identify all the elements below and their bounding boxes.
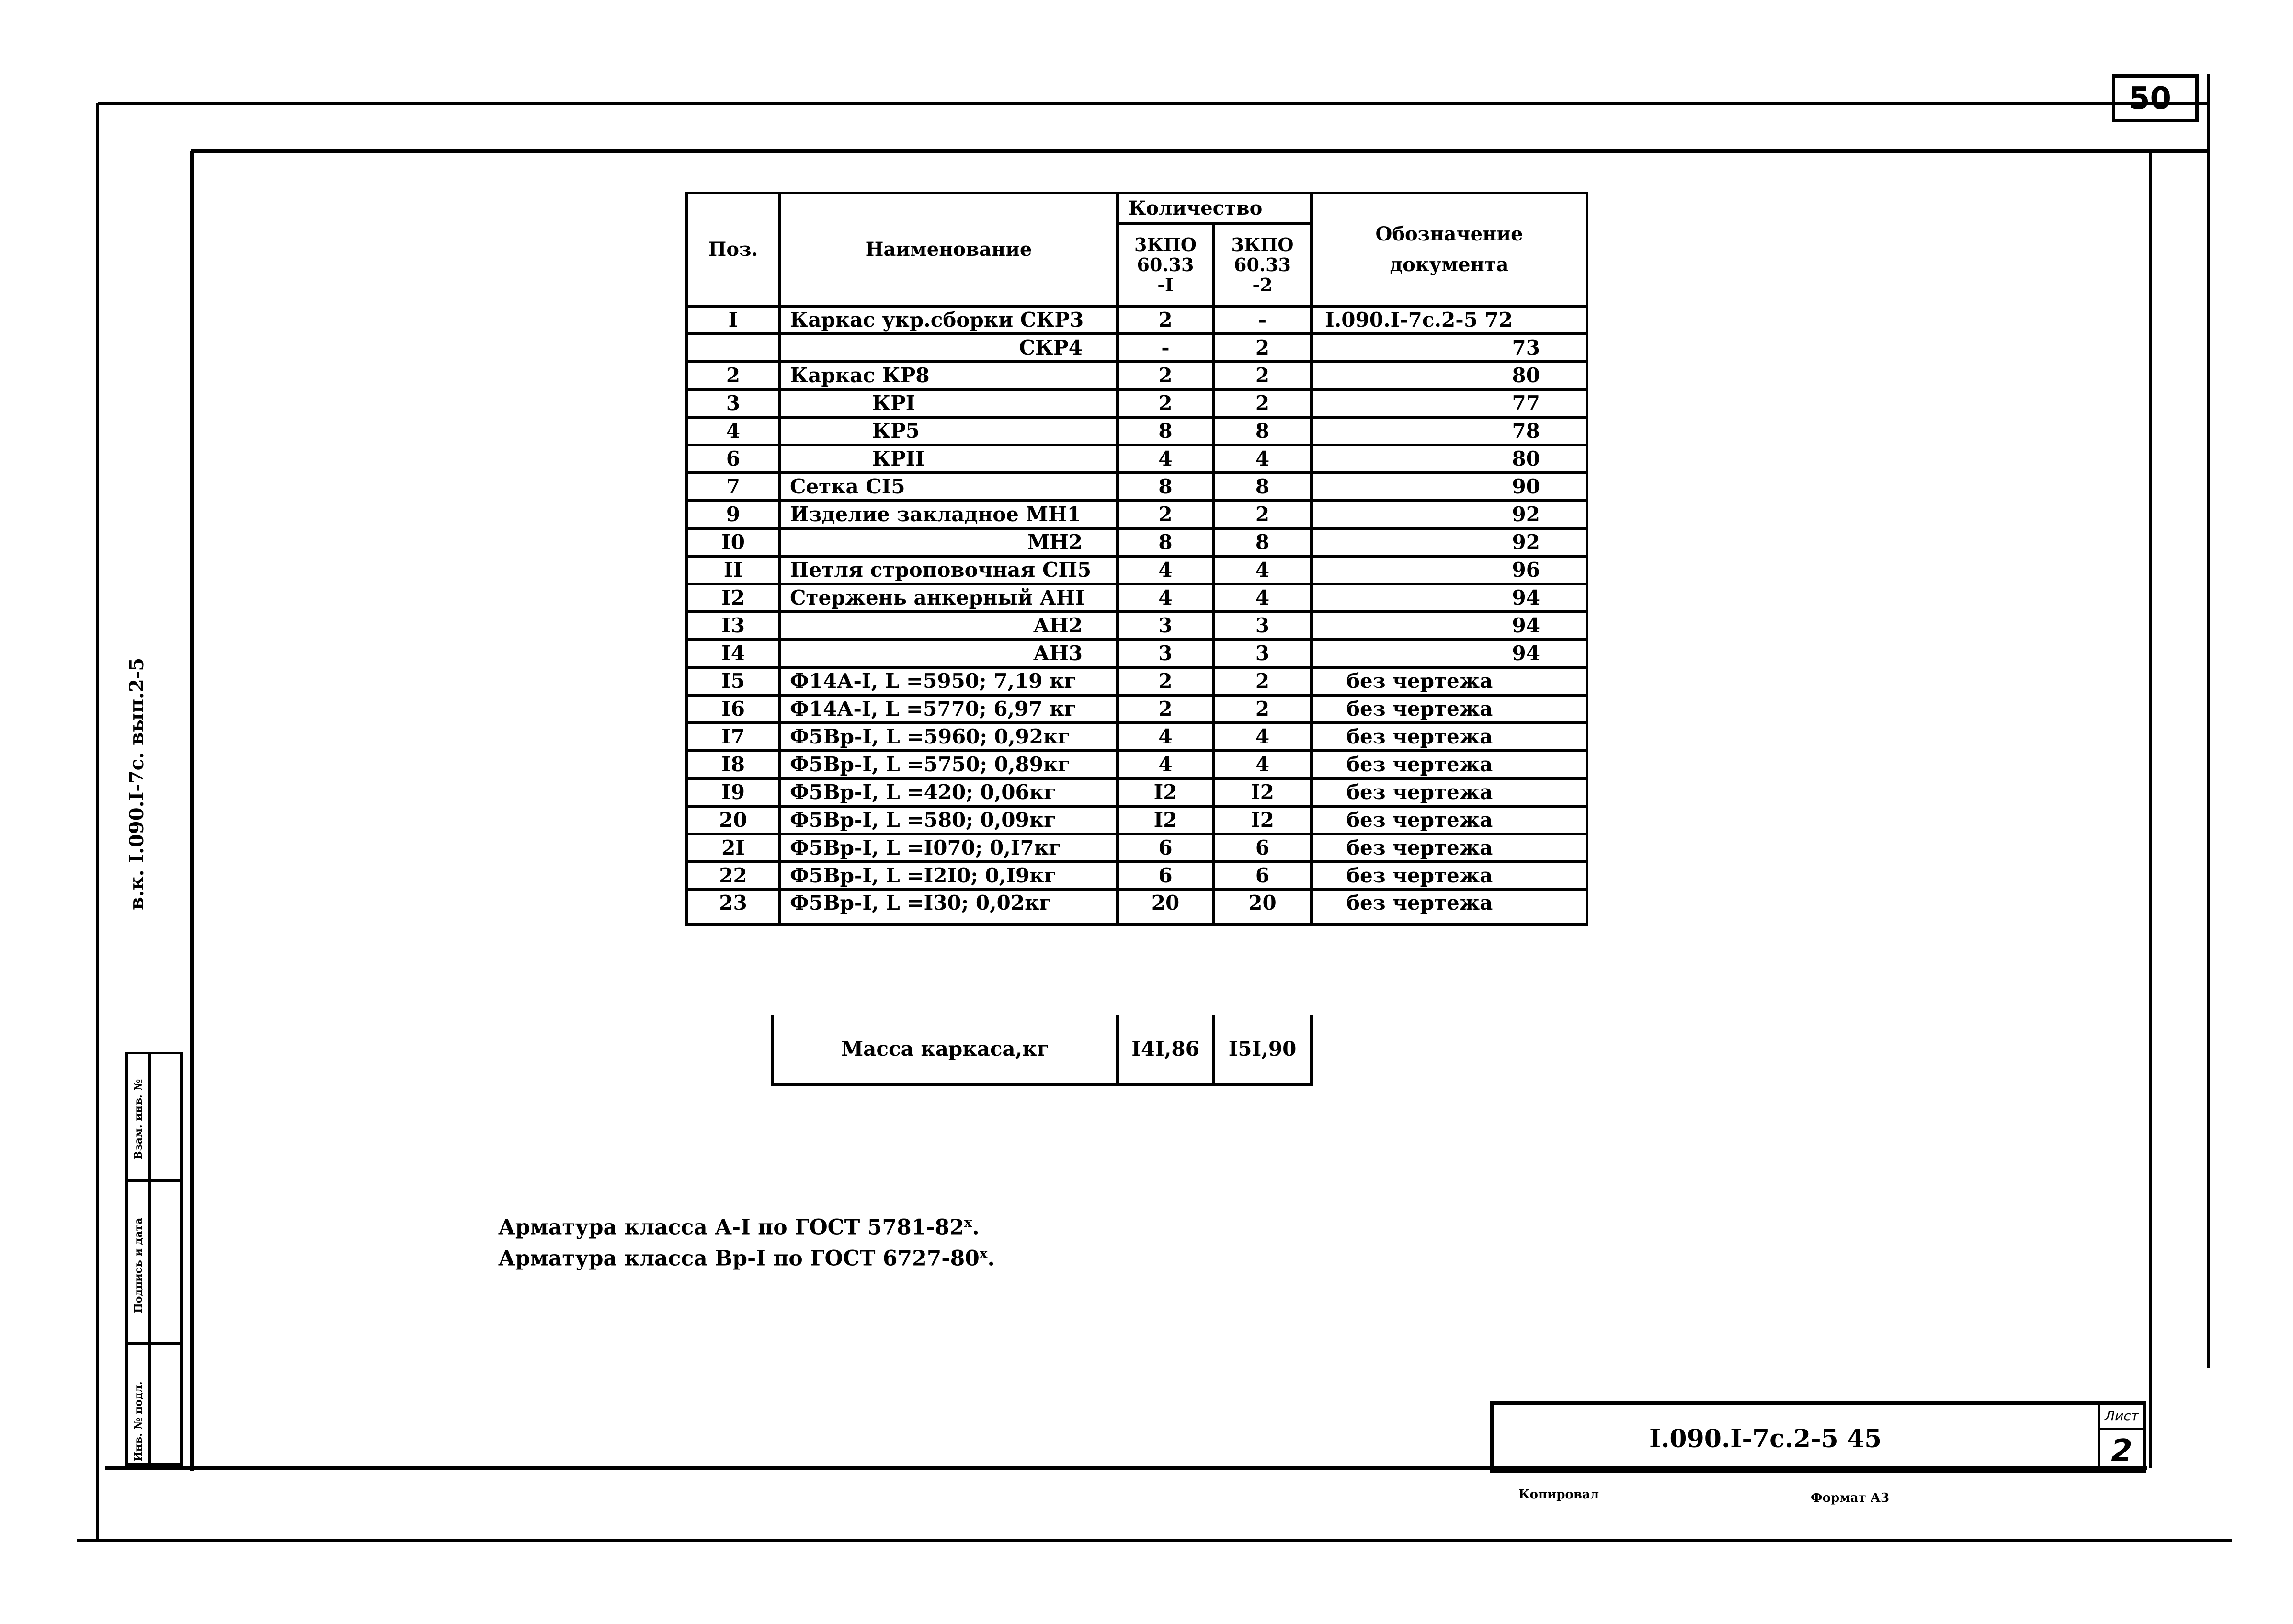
table-row (686, 445, 1587, 473)
cell-q2: 4 (1213, 445, 1312, 473)
table-row (686, 667, 1587, 695)
cell-name: Ф5Вр-I, L =I30; 0,02кг (780, 890, 1118, 924)
table-row (686, 695, 1587, 723)
cell-doc: 73 (1312, 334, 1587, 362)
cell-doc: 90 (1312, 473, 1587, 501)
page-number: 50 (2112, 74, 2199, 122)
cell-name: КР5 (780, 417, 1118, 445)
note-rebar-a1 (498, 1214, 980, 1240)
table-row (686, 751, 1587, 778)
cell-pos: I7 (686, 723, 780, 751)
cell-name: Ф5Вр-I, L =580; 0,09кг (780, 806, 1118, 834)
cell-q2: 8 (1213, 473, 1312, 501)
cell-q1: 4 (1118, 751, 1213, 778)
binding-cell-divider (128, 1179, 180, 1182)
cell-name: Петля строповочная СП5 (780, 556, 1118, 584)
cell-pos: I (686, 306, 780, 334)
cell-q1: I2 (1118, 778, 1213, 806)
cell-pos: 2 (686, 362, 780, 389)
cell-q2: 20 (1213, 890, 1312, 924)
cell-q1: 2 (1118, 389, 1213, 417)
cell-pos: 6 (686, 445, 780, 473)
cell-name: КРI (780, 389, 1118, 417)
note-text: Арматура класса А-I по ГОСТ 5781-82 (498, 1215, 964, 1240)
cell-doc: 92 (1312, 501, 1587, 528)
cell-name: Сетка СI5 (780, 473, 1118, 501)
cell-doc: без чертежа (1312, 862, 1587, 890)
cell-q1: 6 (1118, 862, 1213, 890)
mass-total-row (773, 1015, 1312, 1084)
cell-q1: 2 (1118, 306, 1213, 334)
note-superscript: х (964, 1214, 972, 1230)
q2-line2: 60.33 (1234, 254, 1291, 275)
cell-pos: 20 (686, 806, 780, 834)
cell-name: Ф14А-I, L =5950; 7,19 кг (780, 667, 1118, 695)
cell-pos: I5 (686, 667, 780, 695)
binding-label-orig-inv: Инв. № подл. (132, 1381, 145, 1462)
cell-q2: 4 (1213, 584, 1312, 612)
header-document-line2: документа (1390, 253, 1509, 276)
cell-q1: 8 (1118, 528, 1213, 556)
q2-line3: -2 (1252, 274, 1273, 296)
cell-doc: 94 (1312, 640, 1587, 667)
cell-name: Стержень анкерный АНI (780, 584, 1118, 612)
table-row (686, 473, 1587, 501)
cell-pos: I4 (686, 640, 780, 667)
cell-name: КРII (780, 445, 1118, 473)
q2-line1: 3КПО (1231, 234, 1294, 255)
cell-name: МН2 (780, 528, 1118, 556)
cell-q2: 6 (1213, 862, 1312, 890)
mass-label: Масса каркаса,кг (773, 1015, 1118, 1084)
cell-doc: 92 (1312, 528, 1587, 556)
cell-pos: I6 (686, 695, 780, 723)
title-block (1490, 1401, 2146, 1473)
cell-q1: 8 (1118, 417, 1213, 445)
cell-doc: 77 (1312, 389, 1587, 417)
cell-pos: I3 (686, 612, 780, 640)
cell-name: Ф14А-I, L =5770; 6,97 кг (780, 695, 1118, 723)
cell-q2: 2 (1213, 362, 1312, 389)
cell-doc: 96 (1312, 556, 1587, 584)
cell-doc: 80 (1312, 362, 1587, 389)
specification-table (685, 192, 1588, 926)
cell-q2: 4 (1213, 556, 1312, 584)
cell-q2: 2 (1213, 389, 1312, 417)
cell-q1: 4 (1118, 556, 1213, 584)
cell-q2: I2 (1213, 806, 1312, 834)
outer-frame-bottom (77, 1539, 2232, 1542)
cell-name: Изделие закладное МН1 (780, 501, 1118, 528)
table-row (686, 306, 1587, 334)
cell-q1: 2 (1118, 362, 1213, 389)
table-row (686, 612, 1587, 640)
table-row (686, 723, 1587, 751)
header-quantity: Количество (1118, 193, 1312, 224)
cell-q2: 2 (1213, 501, 1312, 528)
cell-pos: 4 (686, 417, 780, 445)
table-row (686, 806, 1587, 834)
inner-frame-right (2149, 151, 2152, 1468)
note-end: . (987, 1246, 995, 1271)
cell-doc: без чертежа (1312, 723, 1587, 751)
outer-frame-right (2207, 74, 2210, 1368)
outer-frame-left (96, 103, 99, 1540)
cell-q2: 6 (1213, 834, 1312, 862)
cell-q1: 3 (1118, 612, 1213, 640)
cell-name: Ф5Вр-I, L =420; 0,06кг (780, 778, 1118, 806)
table-row (686, 501, 1587, 528)
note-superscript: х (979, 1246, 988, 1261)
cell-name: СКР4 (780, 334, 1118, 362)
footer-format: Формат А3 (1811, 1491, 1890, 1505)
table-row (686, 584, 1587, 612)
cell-doc: без чертежа (1312, 806, 1587, 834)
cell-name: Каркас КР8 (780, 362, 1118, 389)
cell-pos: 2I (686, 834, 780, 862)
q1-line1: 3КПО (1134, 234, 1197, 255)
cell-q1: 4 (1118, 723, 1213, 751)
cell-q2: 8 (1213, 417, 1312, 445)
cell-q1: 20 (1118, 890, 1213, 924)
table-row (686, 556, 1587, 584)
sheet-number: 2 (2111, 1433, 2133, 1469)
mass-q1: I4I,86 (1118, 1015, 1213, 1084)
cell-q1: 2 (1118, 695, 1213, 723)
cell-name: Ф5Вр-I, L =5750; 0,89кг (780, 751, 1118, 778)
mass-total-table (771, 1015, 1313, 1086)
header-document-line1: Обозначение (1375, 223, 1523, 245)
cell-name: АН2 (780, 612, 1118, 640)
cell-doc: без чертежа (1312, 834, 1587, 862)
table-row (686, 890, 1587, 924)
cell-doc: 94 (1312, 612, 1587, 640)
q1-line2: 60.33 (1137, 254, 1194, 275)
cell-q2: 2 (1213, 667, 1312, 695)
table-row (686, 778, 1587, 806)
cell-q1: 4 (1118, 445, 1213, 473)
cell-name: Каркас укр.сборки СКР3 (780, 306, 1118, 334)
cell-q2: 8 (1213, 528, 1312, 556)
outer-frame-top (98, 102, 2208, 105)
sheet-cell (2098, 1405, 2146, 1469)
cell-q2: 3 (1213, 612, 1312, 640)
inner-frame-top (191, 149, 2208, 153)
table-row (686, 334, 1587, 362)
cell-doc: без чертежа (1312, 667, 1587, 695)
table-row (686, 834, 1587, 862)
cell-doc: без чертежа (1312, 778, 1587, 806)
cell-pos: I2 (686, 584, 780, 612)
cell-q2: - (1213, 306, 1312, 334)
cell-name: Ф5Вр-I, L =5960; 0,92кг (780, 723, 1118, 751)
cell-q2: I2 (1213, 778, 1312, 806)
cell-q2: 2 (1213, 334, 1312, 362)
note-text: Арматура класса Вр-I по ГОСТ 6727-80 (498, 1246, 980, 1271)
table-row (686, 862, 1587, 890)
cell-pos: I0 (686, 528, 780, 556)
note-end: . (972, 1215, 980, 1240)
cell-q1: 6 (1118, 834, 1213, 862)
binding-cell-divider (128, 1342, 180, 1345)
table-row (686, 640, 1587, 667)
cell-doc: без чертежа (1312, 751, 1587, 778)
cell-q2: 4 (1213, 751, 1312, 778)
header-pos: Поз. (686, 193, 780, 306)
cell-pos: 23 (686, 890, 780, 924)
side-document-code: в.к. I.090.I-7с. вып.2-5 (125, 657, 148, 910)
cell-q2: 4 (1213, 723, 1312, 751)
header-name: Наименование (780, 193, 1118, 306)
cell-doc: 94 (1312, 584, 1587, 612)
inner-frame-left (190, 151, 194, 1471)
cell-pos (686, 334, 780, 362)
cell-q2: 3 (1213, 640, 1312, 667)
cell-pos: I8 (686, 751, 780, 778)
mass-q2: I5I,90 (1213, 1015, 1312, 1084)
binding-label-signature-date: Подпись и дата (132, 1217, 145, 1313)
cell-q1: I2 (1118, 806, 1213, 834)
cell-doc: I.090.I-7с.2-5 72 (1312, 306, 1587, 334)
table-row (686, 528, 1587, 556)
cell-name: Ф5Вр-I, L =I2I0; 0,I9кг (780, 862, 1118, 890)
cell-q1: 8 (1118, 473, 1213, 501)
document-code: I.090.I-7с.2-5 45 (1649, 1424, 1882, 1453)
cell-pos: 9 (686, 501, 780, 528)
cell-name: АН3 (780, 640, 1118, 667)
note-rebar-vr1 (498, 1246, 995, 1271)
cell-doc: 78 (1312, 417, 1587, 445)
cell-q1: 2 (1118, 501, 1213, 528)
sheet-label: Лист (2100, 1405, 2143, 1430)
binding-label-replace-inv: Взам. инв. № (132, 1079, 145, 1160)
footer-copied: Копировал (1518, 1487, 1599, 1502)
cell-pos: 22 (686, 862, 780, 890)
cell-pos: 3 (686, 389, 780, 417)
cell-doc: без чертежа (1312, 890, 1587, 924)
table-row (686, 417, 1587, 445)
cell-pos: II (686, 556, 780, 584)
cell-q1: 3 (1118, 640, 1213, 667)
cell-q1: 4 (1118, 584, 1213, 612)
header-document (1312, 193, 1587, 306)
table-row (686, 389, 1587, 417)
q1-line3: -I (1157, 274, 1174, 296)
header-qty-variant-1 (1118, 224, 1213, 306)
header-qty-variant-2 (1213, 224, 1312, 306)
cell-doc: 80 (1312, 445, 1587, 473)
cell-pos: 7 (686, 473, 780, 501)
cell-doc: без чертежа (1312, 695, 1587, 723)
cell-name: Ф5Вр-I, L =I070; 0,I7кг (780, 834, 1118, 862)
cell-q1: 2 (1118, 667, 1213, 695)
binding-strip (125, 1052, 183, 1466)
cell-pos: I9 (686, 778, 780, 806)
cell-q1: - (1118, 334, 1213, 362)
table-row (686, 362, 1587, 389)
cell-q2: 2 (1213, 695, 1312, 723)
